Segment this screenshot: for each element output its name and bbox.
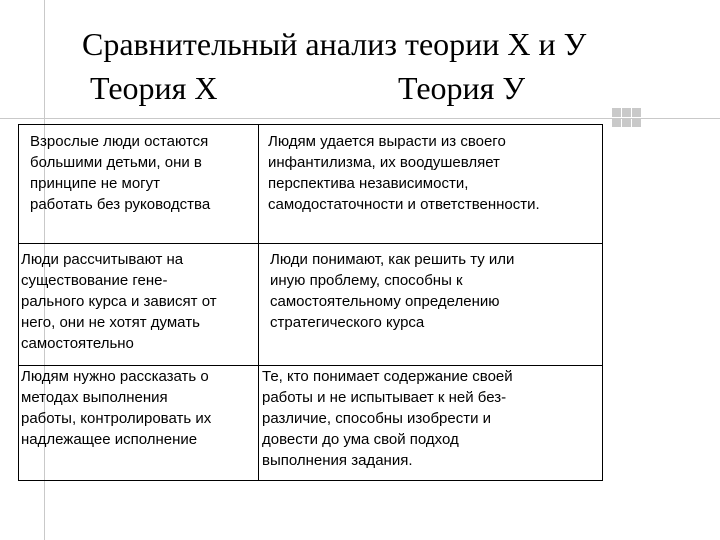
table-cell-row1-theory-x: Взрослые люди остаются большими детьми, они в принципе не могут работать без руководства — [30, 133, 211, 213]
table-cell-row3-theory-x: Людям нужно рассказать о методах выполнения работы, контролировать их надлежащее исполнение — [21, 368, 212, 448]
table-cell-row3-theory-y: Те, кто понимает содержание своей работы и не испытывает к ней без- различие, способны изобрести и довести до ума свой подход выполнения задания. — [262, 368, 513, 469]
table-cell-row2-theory-x: Люди рассчитывают на существование гене- рального курса и зависят от него, они не хотят думать самостоятельно — [21, 251, 217, 352]
column-header-theory-x: Теория Х — [90, 70, 218, 106]
table-cell-row2-theory-y: Люди понимают, как решить ту или иную проблему, способны к самостоятельному определению стратегического курса — [270, 251, 515, 331]
slide-title: Сравнительный анализ теории Х и У — [82, 26, 587, 62]
table-column-divider — [258, 125, 259, 480]
column-header-theory-y: Теория У — [398, 70, 526, 106]
table-row-divider — [19, 243, 602, 244]
table-cell-row1-theory-y: Людям удается вырасти из своего инфантилизма, их воодушевляет перспектива независимости, самодостаточности и ответственности. — [268, 133, 540, 213]
